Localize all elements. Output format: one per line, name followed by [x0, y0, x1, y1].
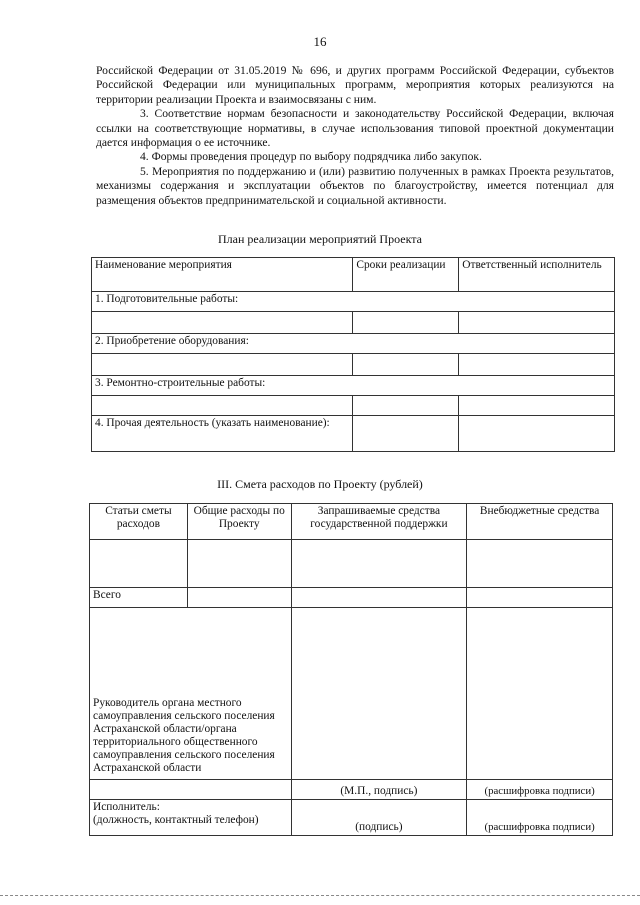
page-number: 16 [313, 34, 327, 49]
plan-cell [353, 396, 459, 416]
plan-cell [459, 312, 615, 334]
budget-title: III. Смета расходов по Проекту (рублей) [217, 477, 423, 491]
budget-cell [467, 540, 613, 588]
plan-section-1: 1. Подготовительные работы: [92, 292, 615, 312]
budget-cell [467, 588, 613, 608]
plan-cell [92, 312, 353, 334]
budget-header-extrabudget: Внебюджетные средства [467, 504, 613, 540]
budget-cell [291, 608, 467, 780]
executor-label: Исполнитель: [93, 801, 160, 813]
paragraph-continuation: Российской Федерации от 31.05.2019 № 696, и других программ Российской Федерации, субъектов Российской Федерации или муниципальных программ, мероприятия которых реализуются на территории реализации Проекта и взаимосвязаны с ним. [96, 64, 614, 106]
budget-header-total: Общие расходы по Проекту [187, 504, 291, 540]
budget-cell [90, 780, 292, 800]
plan-cell [353, 312, 459, 334]
head-signatory-label: Руководитель органа местного самоуправления сельского поселения Астраханской области/органа территориального общественного самоуправления сельского поселения Астраханской области [90, 608, 292, 780]
budget-cell [467, 608, 613, 780]
budget-cell [187, 540, 291, 588]
body-text [96, 64, 614, 208]
paragraph-3: 3. Соответствие нормам безопасности и законодательству Российской Федерации, включая ссылки на соответствующие нормативы, в случае использования типовой проектной документации дается информация о ее источнике. [96, 107, 614, 150]
plan-section-3: 3. Ремонтно-строительные работы: [92, 376, 615, 396]
executor-sub-label: (должность, контактный телефон) [93, 814, 259, 826]
plan-section-2: 2. Приобретение оборудования: [92, 334, 615, 354]
executor-signature-label: (подпись) [291, 800, 467, 836]
budget-total-label: Всего [90, 588, 188, 608]
paragraph-5: 5. Мероприятия по поддержанию и (или) развитию полученных в рамках Проекта результатов, механизмы содержания и эксплуатации объектов по благоустройству, имеется потенциал для размещения объектов предпринимательской и социальной активности. [96, 164, 614, 207]
plan-cell [353, 416, 459, 452]
signature-decode-label: (расшифровка подписи) [467, 780, 613, 800]
budget-cell [90, 540, 188, 588]
page-bottom-edge [0, 895, 640, 896]
plan-cell [353, 354, 459, 376]
executor-cell [90, 800, 292, 836]
paragraph-4: 4. Формы проведения процедур по выбору подрядчика либо закупок. [140, 150, 482, 164]
plan-header-responsible: Ответственный исполнитель [459, 258, 615, 292]
plan-cell [459, 354, 615, 376]
budget-header-items: Статьи сметы расходов [90, 504, 188, 540]
plan-section-4: 4. Прочая деятельность (указать наименование): [92, 416, 353, 452]
plan-title: План реализации мероприятий Проекта [218, 232, 422, 246]
budget-cell [187, 588, 291, 608]
plan-cell [92, 354, 353, 376]
budget-cell [291, 588, 467, 608]
plan-cell [459, 416, 615, 452]
budget-cell [291, 540, 467, 588]
plan-table [91, 257, 615, 452]
mp-signature-label: (М.П., подпись) [291, 780, 467, 800]
budget-header-requested: Запрашиваемые средства государственной поддержки [291, 504, 467, 540]
budget-table [89, 503, 613, 836]
plan-header-name: Наименование мероприятия [92, 258, 353, 292]
plan-header-dates: Сроки реализации [353, 258, 459, 292]
plan-cell [92, 396, 353, 416]
executor-decode-label: (расшифровка подписи) [467, 800, 613, 836]
plan-cell [459, 396, 615, 416]
